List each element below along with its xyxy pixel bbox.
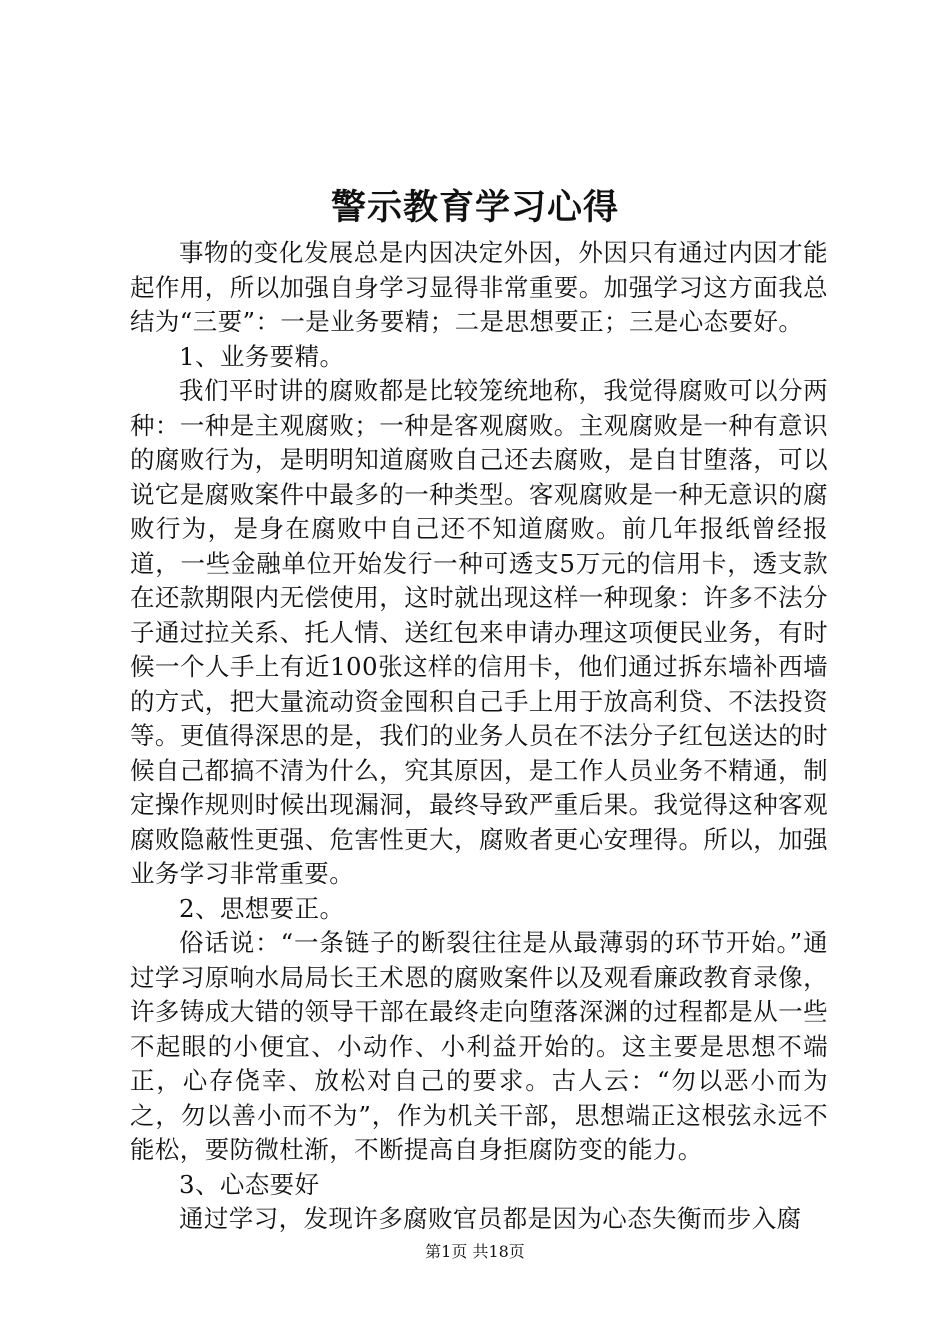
page-number-footer: 第1页 共18页	[425, 1242, 525, 1261]
section-heading-2: 2、思想要正。	[179, 893, 345, 923]
paragraph-thought: 俗话说：“一条链子的断裂往往是从最薄弱的环节开始。”通过学习原响水局局长王术恩的腐败案件以及观看廉政教育录像，许多铸成大错的领导干部在最终走向堕落深渊的过程都是从一些不起眼的小便宜、小动作、小利益开始的。这主要是思想不端正，心存侥幸、放松对自己的要求。古人云：“勿以恶小而为之，勿以善小而不为”，作为机关干部，思想端正这根弦永远不能松，要防微杜渐，不断提高自身拒腐防变的能力。	[130, 928, 828, 1164]
section-heading-3: 3、心态要好	[179, 1169, 320, 1199]
paragraph-intro: 事物的变化发展总是内因决定外因，外因只有通过内因才能起作用，所以加强自身学习显得非常重要。加强学习这方面我总结为“三要”：一是业务要精；二是思想要正；三是心态要好。	[130, 238, 828, 336]
section-heading-1: 1、业务要精。	[179, 341, 345, 371]
document-title: 警示教育学习心得	[330, 187, 619, 228]
paragraph-business: 我们平时讲的腐败都是比较笼统地称，我觉得腐败可以分两种：一种是主观腐败；一种是客观腐败。主观腐败是一种有意识的腐败行为，是明明知道腐败自己还去腐败，是自甘堕落，可以说它是腐败案件中最多的一种类型。客观腐败是一种无意识的腐败行为，是身在腐败中自己还不知道腐败。前几年报纸曾经报道，一些金融单位开始发行一种可透支5万元的信用卡，透支款在还款期限内无偿使用，这时就出现这样一种现象：许多不法分子通过拉关系、托人情、送红包来申请办理这项便民业务，有时候一个人手上有近100张这样的信用卡，他们通过拆东墙补西墙的方式，把大量流动资金囤积自己手上用于放高利贷、不法投资等。更值得深思的是，我们的业务人员在不法分子红包送达的时候自己都搞不清为什么，究其原因，是工作人员业务不精通，制定操作规则时候出现漏洞，最终导致严重后果。我觉得这种客观腐败隐蔽性更强、危害性更大，腐败者更心安理得。所以，加强业务学习非常重要。	[130, 376, 828, 888]
document-body	[130, 236, 828, 1237]
paragraph-attitude: 通过学习，发现许多腐败官员都是因为心态失衡而步入腐	[179, 1204, 802, 1233]
